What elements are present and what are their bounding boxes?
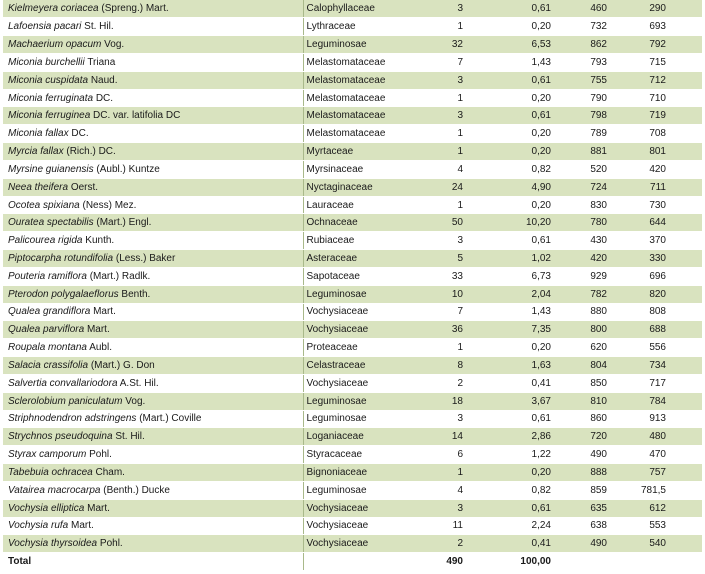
species-name: Vochysia rufa [8, 520, 69, 532]
species-name: Miconia burchellii [8, 56, 85, 68]
species-name: Ouratea spectabilis [8, 217, 94, 229]
species-cell [3, 125, 303, 143]
family-cell: Nyctaginaceae [303, 178, 413, 196]
value1-cell: 804 [553, 357, 633, 375]
value2-cell: 696 [633, 267, 702, 285]
value2-cell: 717 [633, 374, 702, 392]
count-cell: 4 [413, 160, 473, 178]
species-author: Vog. [125, 395, 146, 407]
value1-cell: 490 [553, 446, 633, 464]
value2-cell: 808 [633, 303, 702, 321]
value2-cell: 757 [633, 464, 702, 482]
species-cell [3, 392, 303, 410]
species-author: Kunth. [85, 235, 115, 247]
family-cell: Lauraceae [303, 196, 413, 214]
species-name: Miconia cuspidata [8, 74, 89, 86]
value1-cell: 460 [553, 0, 633, 18]
percent-cell: 0,82 [473, 160, 553, 178]
count-cell: 2 [413, 535, 473, 553]
species-cell [3, 517, 303, 535]
table-row [3, 499, 702, 517]
species-cell [3, 89, 303, 107]
count-cell: 3 [413, 107, 473, 125]
family-cell: Leguminosae [303, 410, 413, 428]
value1-cell: 620 [553, 339, 633, 357]
value1-cell: 800 [553, 321, 633, 339]
species-author: Cham. [95, 466, 125, 478]
value2-cell: 644 [633, 214, 702, 232]
count-cell: 33 [413, 267, 473, 285]
value1-cell: 782 [553, 285, 633, 303]
family-cell: Melastomataceae [303, 89, 413, 107]
family-cell: Melastomataceae [303, 125, 413, 143]
percent-cell: 0,20 [473, 89, 553, 107]
percent-cell: 0,61 [473, 71, 553, 89]
family-cell: Proteaceae [303, 339, 413, 357]
value2-cell: 540 [633, 535, 702, 553]
table-row [3, 178, 702, 196]
value2-cell: 330 [633, 250, 702, 268]
family-cell: Asteraceae [303, 250, 413, 268]
value1-cell: 635 [553, 499, 633, 517]
family-cell: Bignoniaceae [303, 464, 413, 482]
species-author: Mart. [71, 520, 94, 532]
percent-cell: 2,24 [473, 517, 553, 535]
species-author: Benth. [121, 288, 151, 300]
species-cell [3, 0, 303, 18]
family-cell: Melastomataceae [303, 53, 413, 71]
family-cell: Styracaceae [303, 446, 413, 464]
species-author: (Less.) Baker [115, 253, 176, 264]
value1-cell: 880 [553, 303, 633, 321]
value1-cell: 860 [553, 410, 633, 428]
value2-cell: 688 [633, 321, 702, 339]
species-cell [3, 339, 303, 357]
species-cell [3, 107, 303, 125]
count-cell: 14 [413, 428, 473, 446]
percent-cell: 0,82 [473, 481, 553, 499]
count-cell: 7 [413, 53, 473, 71]
species-cell [3, 321, 303, 339]
value2-cell: 781,5 [633, 481, 702, 499]
family-cell: Melastomataceae [303, 107, 413, 125]
species-name: Salvertia convallariodora [8, 377, 118, 389]
species-name: Salacia crassifolia [8, 359, 89, 371]
species-cell [3, 160, 303, 178]
table-row [3, 392, 702, 410]
value1-cell: 520 [553, 160, 633, 178]
percent-cell: 0,61 [473, 410, 553, 428]
table-row [3, 481, 702, 499]
table-row [3, 517, 702, 535]
species-author: Triana [87, 56, 116, 68]
species-author: (Benth.) Ducke [103, 484, 170, 496]
percent-cell: 0,20 [473, 464, 553, 482]
species-author: Mart. [86, 324, 110, 336]
species-author: A.St. Hil. [119, 377, 159, 389]
table-row [3, 18, 702, 36]
table-row [3, 214, 702, 232]
species-name: Roupala montana [8, 342, 87, 354]
family-cell: Leguminosae [303, 392, 413, 410]
value1-cell: 780 [553, 214, 633, 232]
family-cell: Leguminosae [303, 285, 413, 303]
species-name: Vochysia thyrsoidea [8, 538, 98, 550]
percent-cell: 0,20 [473, 196, 553, 214]
value1-cell: 929 [553, 267, 633, 285]
species-name: Striphnodendron adstringens [8, 413, 137, 425]
table-row [3, 428, 702, 446]
table-row [3, 0, 702, 18]
value2-cell: 470 [633, 446, 702, 464]
value1-cell: 850 [553, 374, 633, 392]
count-cell: 50 [413, 214, 473, 232]
value2-cell: 612 [633, 499, 702, 517]
value2-cell: 290 [633, 0, 702, 18]
family-cell: Myrtaceae [303, 143, 413, 161]
percent-cell: 0,61 [473, 499, 553, 517]
value1-cell: 638 [553, 517, 633, 535]
table-row [3, 535, 702, 553]
family-cell: Ochnaceae [303, 214, 413, 232]
count-cell: 3 [413, 410, 473, 428]
percent-cell: 0,20 [473, 125, 553, 143]
percent-cell: 0,41 [473, 374, 553, 392]
species-author: (Mart.) Coville [139, 413, 202, 425]
species-name: Ocotea spixiana [8, 199, 80, 211]
table-row [3, 357, 702, 375]
species-name: Tabebuia ochracea [8, 466, 93, 478]
percent-cell: 0,20 [473, 143, 553, 161]
family-cell: Calophyllaceae [303, 0, 413, 18]
table-row [3, 446, 702, 464]
table-row [3, 250, 702, 268]
percent-cell: 0,61 [473, 232, 553, 250]
value1-cell: 724 [553, 178, 633, 196]
percent-cell: 6,53 [473, 36, 553, 54]
species-author: Pohl. [89, 449, 112, 461]
species-name: Myrcia fallax [8, 146, 64, 158]
table-row [3, 374, 702, 392]
value2-cell: 708 [633, 125, 702, 143]
species-name: Sclerolobium paniculatum [8, 395, 123, 407]
percent-cell: 1,22 [473, 446, 553, 464]
value1-cell: 888 [553, 464, 633, 482]
species-cell [3, 196, 303, 214]
species-name: Kielmeyera coriacea [8, 3, 99, 15]
count-cell: 1 [413, 125, 473, 143]
count-cell: 5 [413, 250, 473, 268]
species-cell [3, 464, 303, 482]
value1-cell: 830 [553, 196, 633, 214]
count-cell: 3 [413, 0, 473, 18]
value2-cell: 715 [633, 53, 702, 71]
count-cell: 1 [413, 464, 473, 482]
species-name: Machaerium opacum [8, 39, 102, 51]
family-cell: Celastraceae [303, 357, 413, 375]
species-author: DC. var. latifolia DC [93, 110, 181, 122]
species-author: Mart. [93, 306, 116, 318]
species-cell [3, 285, 303, 303]
species-name: Vatairea macrocarpa [8, 484, 101, 496]
species-cell [3, 535, 303, 553]
family-cell: Vochysiaceae [303, 321, 413, 339]
value2-cell: 913 [633, 410, 702, 428]
value1-cell: 862 [553, 36, 633, 54]
percent-cell: 0,20 [473, 339, 553, 357]
species-author: (Ness) Mez. [82, 199, 137, 211]
value2-cell: 420 [633, 160, 702, 178]
value2-cell: 719 [633, 107, 702, 125]
value1-cell: 859 [553, 481, 633, 499]
percent-cell: 0,41 [473, 535, 553, 553]
species-author: Vog. [104, 39, 125, 51]
total-value1-cell [553, 553, 633, 571]
percent-cell: 2,86 [473, 428, 553, 446]
count-cell: 3 [413, 232, 473, 250]
count-cell: 7 [413, 303, 473, 321]
percent-cell: 10,20 [473, 214, 553, 232]
family-cell: Vochysiaceae [303, 517, 413, 535]
table-row [3, 267, 702, 285]
species-author: DC. [95, 92, 114, 104]
species-cell [3, 499, 303, 517]
species-author: (Mart.) G. Don [90, 359, 155, 371]
species-cell [3, 36, 303, 54]
total-count: 490 [413, 553, 473, 571]
percent-cell: 0,61 [473, 107, 553, 125]
family-cell: Leguminosae [303, 481, 413, 499]
value1-cell: 798 [553, 107, 633, 125]
total-value2-cell [633, 553, 702, 571]
percent-cell: 1,43 [473, 303, 553, 321]
percent-cell: 1,43 [473, 53, 553, 71]
species-name: Neea theifera [8, 181, 69, 193]
species-name: Pterodon polygalaeflorus [8, 288, 119, 300]
species-name: Miconia ferruginata [8, 92, 94, 104]
species-name: Strychnos pseudoquina [8, 431, 113, 443]
total-label: Total [3, 553, 303, 571]
total-family-cell [303, 553, 413, 571]
table-row [3, 232, 702, 250]
total-percent: 100,00 [473, 553, 553, 571]
table-row [3, 107, 702, 125]
value2-cell: 792 [633, 36, 702, 54]
table-row [3, 410, 702, 428]
value1-cell: 490 [553, 535, 633, 553]
percent-cell: 1,02 [473, 250, 553, 268]
value2-cell: 480 [633, 428, 702, 446]
percent-cell: 3,67 [473, 392, 553, 410]
value1-cell: 810 [553, 392, 633, 410]
species-author: (Spreng.) Mart. [101, 3, 169, 15]
percent-cell: 6,73 [473, 267, 553, 285]
species-author: Naud. [90, 74, 118, 86]
value1-cell: 789 [553, 125, 633, 143]
species-cell [3, 250, 303, 268]
table-row [3, 285, 702, 303]
count-cell: 2 [413, 374, 473, 392]
value1-cell: 790 [553, 89, 633, 107]
table-row [3, 125, 702, 143]
count-cell: 8 [413, 357, 473, 375]
species-name: Pouteria ramiflora [8, 270, 87, 282]
species-table [3, 0, 702, 571]
value2-cell: 553 [633, 517, 702, 535]
species-name: Piptocarpha rotundifolia [8, 253, 114, 264]
species-author: St. Hil. [84, 21, 114, 33]
species-name: Qualea grandiflora [8, 306, 91, 318]
family-cell: Rubiaceae [303, 232, 413, 250]
value2-cell: 784 [633, 392, 702, 410]
species-name: Lafoensia pacari [8, 21, 82, 33]
family-cell: Leguminosae [303, 36, 413, 54]
value2-cell: 711 [633, 178, 702, 196]
table-row [3, 321, 702, 339]
percent-cell: 0,61 [473, 0, 553, 18]
species-cell [3, 267, 303, 285]
value1-cell: 881 [553, 143, 633, 161]
species-author: (Mart.) Engl. [96, 217, 152, 229]
count-cell: 3 [413, 71, 473, 89]
family-cell: Sapotaceae [303, 267, 413, 285]
count-cell: 1 [413, 18, 473, 36]
species-name: Styrax camporum [8, 449, 87, 461]
percent-cell: 0,20 [473, 18, 553, 36]
species-name: Miconia ferruginea [8, 110, 91, 122]
species-author: Mart. [87, 502, 110, 514]
species-author: Pohl. [99, 538, 123, 550]
table-row [3, 464, 702, 482]
table-row [3, 89, 702, 107]
species-cell [3, 428, 303, 446]
family-cell: Vochysiaceae [303, 535, 413, 553]
species-cell [3, 143, 303, 161]
family-cell: Loganiaceae [303, 428, 413, 446]
family-cell: Myrsinaceae [303, 160, 413, 178]
value2-cell: 730 [633, 196, 702, 214]
value2-cell: 710 [633, 89, 702, 107]
species-cell [3, 18, 303, 36]
species-author: (Aubl.) Kuntze [96, 163, 160, 175]
count-cell: 1 [413, 339, 473, 357]
count-cell: 4 [413, 481, 473, 499]
value2-cell: 801 [633, 143, 702, 161]
species-name: Palicourea rigida [8, 235, 83, 247]
family-cell: Vochysiaceae [303, 374, 413, 392]
count-cell: 3 [413, 499, 473, 517]
count-cell: 1 [413, 89, 473, 107]
value1-cell: 420 [553, 250, 633, 268]
value1-cell: 793 [553, 53, 633, 71]
value2-cell: 556 [633, 339, 702, 357]
family-cell: Melastomataceae [303, 71, 413, 89]
percent-cell: 1,63 [473, 357, 553, 375]
table-row [3, 143, 702, 161]
value2-cell: 734 [633, 357, 702, 375]
species-cell [3, 481, 303, 499]
species-cell [3, 374, 303, 392]
species-cell [3, 410, 303, 428]
value1-cell: 755 [553, 71, 633, 89]
value1-cell: 720 [553, 428, 633, 446]
table-row [3, 71, 702, 89]
value2-cell: 693 [633, 18, 702, 36]
species-author: St. Hil. [115, 431, 145, 443]
value1-cell: 732 [553, 18, 633, 36]
species-cell [3, 214, 303, 232]
species-table-body [3, 0, 702, 571]
count-cell: 32 [413, 36, 473, 54]
species-name: Miconia fallax [8, 128, 69, 140]
table-row [3, 196, 702, 214]
family-cell: Lythraceae [303, 18, 413, 36]
table-row [3, 303, 702, 321]
species-author: Oerst. [70, 181, 99, 193]
family-cell: Vochysiaceae [303, 499, 413, 517]
count-cell: 36 [413, 321, 473, 339]
species-cell [3, 53, 303, 71]
table-row [3, 36, 702, 54]
species-author: (Rich.) DC. [66, 146, 116, 158]
value2-cell: 370 [633, 232, 702, 250]
species-cell [3, 71, 303, 89]
table-row [3, 339, 702, 357]
percent-cell: 7,35 [473, 321, 553, 339]
family-cell: Vochysiaceae [303, 303, 413, 321]
count-cell: 11 [413, 517, 473, 535]
species-cell [3, 357, 303, 375]
species-cell [3, 178, 303, 196]
count-cell: 6 [413, 446, 473, 464]
percent-cell: 4,90 [473, 178, 553, 196]
table-row [3, 160, 702, 178]
count-cell: 1 [413, 196, 473, 214]
total-row [3, 553, 702, 571]
species-cell [3, 303, 303, 321]
species-author: (Mart.) Radlk. [89, 270, 151, 282]
species-author: Aubl. [89, 342, 112, 354]
table-row [3, 53, 702, 71]
count-cell: 18 [413, 392, 473, 410]
value2-cell: 820 [633, 285, 702, 303]
species-name: Myrsine guianensis [8, 163, 94, 175]
species-name: Qualea parviflora [8, 324, 85, 336]
species-cell [3, 446, 303, 464]
value1-cell: 430 [553, 232, 633, 250]
count-cell: 10 [413, 285, 473, 303]
count-cell: 1 [413, 143, 473, 161]
percent-cell: 2,04 [473, 285, 553, 303]
species-author: DC. [71, 128, 89, 140]
species-cell [3, 232, 303, 250]
count-cell: 24 [413, 178, 473, 196]
value2-cell: 712 [633, 71, 702, 89]
species-name: Vochysia elliptica [8, 502, 85, 514]
